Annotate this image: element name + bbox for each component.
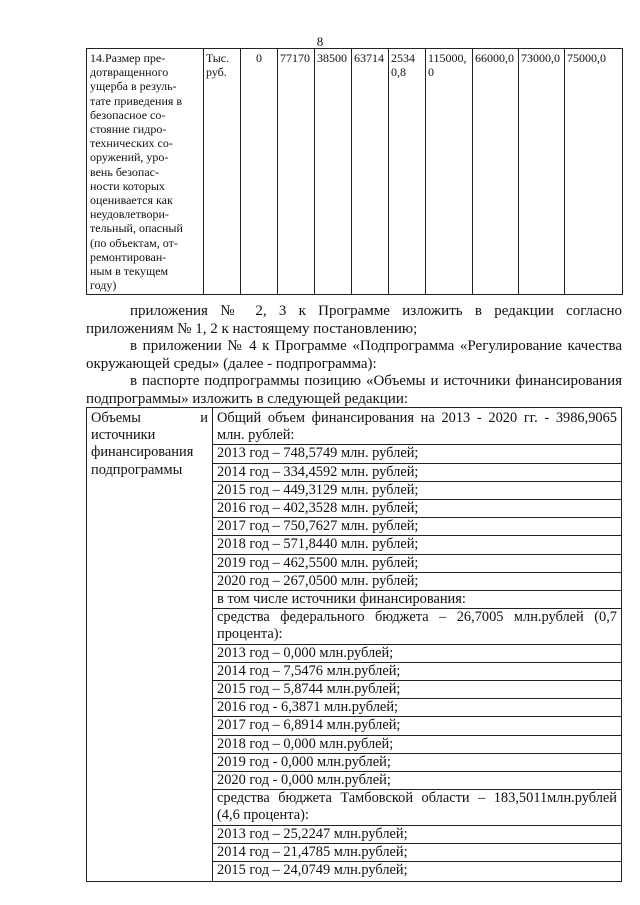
- page-number: 8: [316, 34, 324, 49]
- value-cell: 75000,0: [565, 49, 623, 295]
- financing-row: Общий объем финансирования на 2013 - 2020 гг. - 3986,9065 млн. рублей:: [213, 410, 621, 445]
- financing-row: 2020 год – 267,0500 млн. рублей;: [213, 573, 621, 591]
- financing-row: 2017 год – 750,7627 млн. рублей;: [213, 518, 621, 536]
- value-cell: 115000,0: [426, 49, 473, 295]
- financing-row: 2014 год – 21,4785 млн.рублей;: [213, 844, 621, 862]
- financing-row: 2019 год – 462,5500 млн. рублей;: [213, 555, 621, 573]
- financing-row: 2014 год – 7,5476 млн.рублей;: [213, 663, 621, 681]
- financing-row: 2018 год – 0,000 млн.рублей;: [213, 736, 621, 754]
- financing-row: в том числе источники финансирования:: [213, 591, 621, 609]
- financing-row: 2016 год - 6,3871 млн.рублей;: [213, 699, 621, 717]
- financing-row: 2015 год – 449,3129 млн. рублей;: [213, 482, 621, 500]
- unit-cell: Тыс. руб.: [204, 49, 241, 295]
- financing-row: 2017 год – 6,8914 млн.рублей;: [213, 717, 621, 735]
- financing-details: [213, 408, 622, 882]
- table-row: [87, 49, 623, 295]
- financing-row: 2015 год – 24,0749 млн.рублей;: [217, 862, 408, 879]
- paragraph: в приложении № 4 к Программе «Подпрограмма «Регулирование качества окружающей среды» (далее - подпрограмма):: [86, 338, 622, 372]
- indicator-label: 14.Размер пре- дотвращенного ущерба в резуль- тате приведения в безопасное со- стояние гидро- технических со- оружений, уро- вень безопас- ности которых оценивается как неудовлетвори- тельный, опасный (по объектам, от- ремонтирован- ным в текущем году): [87, 49, 204, 295]
- financing-label: Объемы и источники финансирования подпрограммы: [87, 408, 213, 882]
- value-cell: 63714: [352, 49, 389, 295]
- value-cell: 0: [241, 49, 278, 295]
- value-cell: 25340,8: [389, 49, 426, 295]
- financing-row: средства бюджета Тамбовской области – 183,5011млн.рублей (4,6 процента):: [213, 790, 621, 825]
- financing-row: 2013 год – 25,2247 млн.рублей;: [213, 826, 621, 844]
- financing-row: средства федерального бюджета – 26,7005 млн.рублей (0,7 процента):: [213, 609, 621, 644]
- body-text: [86, 303, 622, 408]
- value-cell: 66000,0: [473, 49, 519, 295]
- financing-row: 2013 год – 748,5749 млн. рублей;: [213, 445, 621, 463]
- financing-row: 2015 год – 5,8744 млн.рублей;: [213, 681, 621, 699]
- financing-row: 2020 год - 0,000 млн.рублей;: [213, 772, 621, 790]
- value-cell: 73000,0: [519, 49, 565, 295]
- financing-row: 2013 год – 0,000 млн.рублей;: [213, 645, 621, 663]
- financing-row: 2019 год - 0,000 млн.рублей;: [213, 754, 621, 772]
- financing-row: 2016 год – 402,3528 млн. рублей;: [213, 500, 621, 518]
- financing-table: [86, 407, 622, 882]
- value-cell: 77170: [278, 49, 315, 295]
- paragraph: в паспорте подпрограммы позицию «Объемы и источники финансирования подпрограммы» изложить в следующей редакции:: [86, 373, 622, 407]
- financing-row: 2018 год – 571,8440 млн. рублей;: [213, 536, 621, 554]
- indicator-table: [86, 48, 623, 295]
- value-cell: 38500: [315, 49, 352, 295]
- paragraph: приложения № 2, 3 к Программе изложить в редакции согласно приложениям № 1, 2 к настоящему постановлению;: [86, 303, 622, 337]
- financing-row: 2014 год – 334,4592 млн. рублей;: [213, 464, 621, 482]
- table-row: [87, 408, 622, 882]
